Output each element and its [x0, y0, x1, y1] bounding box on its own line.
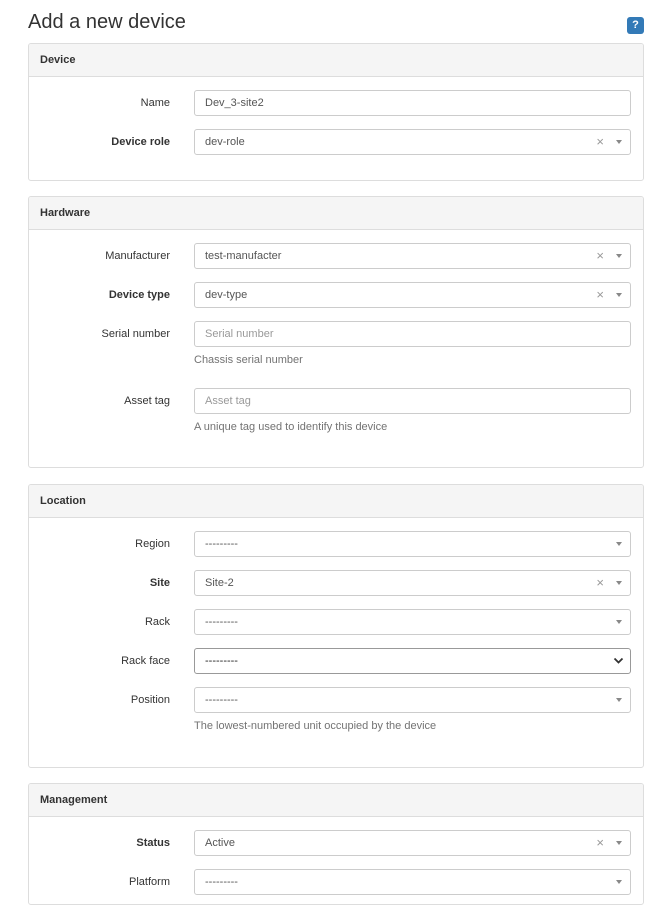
clear-icon[interactable]: ×	[596, 134, 604, 149]
platform-row	[29, 869, 643, 895]
site-value: Site-2	[205, 577, 234, 589]
serial-number-input[interactable]	[194, 321, 631, 347]
device-type-label: Device type	[108, 289, 170, 301]
position-label: Position	[130, 694, 170, 706]
name-row	[29, 90, 643, 116]
rack-face-label: Rack face	[121, 655, 170, 667]
position-row	[29, 687, 643, 713]
page-title: Add a new device	[28, 11, 186, 33]
device-type-value: dev-type	[205, 289, 248, 301]
device-type-row	[29, 282, 643, 308]
clear-icon[interactable]: ×	[596, 835, 604, 850]
help-button[interactable]: ?	[627, 17, 644, 34]
clear-icon[interactable]: ×	[596, 248, 604, 263]
rack-value: ---------	[205, 616, 238, 628]
management-panel	[28, 783, 644, 905]
dropdown-caret-icon[interactable]	[616, 542, 622, 546]
status-label: Status	[136, 837, 170, 849]
status-row	[29, 830, 643, 856]
platform-value: ---------	[205, 876, 238, 888]
chevron-down-icon[interactable]	[613, 655, 624, 666]
rack-face-row	[29, 648, 643, 674]
status-select[interactable]	[194, 830, 631, 856]
dropdown-caret-icon[interactable]	[616, 620, 622, 624]
region-row	[29, 531, 643, 557]
asset-tag-label: Asset tag	[124, 395, 170, 407]
name-label: Name	[140, 97, 170, 109]
rack-select[interactable]	[194, 609, 631, 635]
asset-tag-row	[29, 388, 643, 414]
clear-icon[interactable]: ×	[596, 575, 604, 590]
rack-face-select[interactable]	[194, 648, 631, 674]
position-select[interactable]	[194, 687, 631, 713]
device-role-select[interactable]	[194, 129, 631, 155]
location-panel-heading: Location	[29, 485, 643, 518]
serial-number-row	[29, 321, 643, 347]
rack-label: Rack	[144, 616, 170, 628]
rack-face-value: ---------	[205, 655, 238, 667]
clear-icon[interactable]: ×	[596, 287, 604, 302]
site-row	[29, 570, 643, 596]
asset-tag-input[interactable]	[194, 388, 631, 414]
dropdown-caret-icon[interactable]	[616, 140, 622, 144]
device-role-row	[29, 129, 643, 155]
position-value: ---------	[205, 694, 238, 706]
position-help: The lowest-numbered unit occupied by the device	[194, 720, 437, 732]
device-type-select[interactable]	[194, 282, 631, 308]
site-label: Site	[149, 577, 170, 589]
dropdown-caret-icon[interactable]	[616, 841, 622, 845]
manufacturer-select[interactable]	[194, 243, 631, 269]
asset-tag-help: A unique tag used to identify this device	[194, 421, 388, 433]
hardware-panel-heading: Hardware	[29, 197, 643, 230]
dropdown-caret-icon[interactable]	[616, 581, 622, 585]
name-input[interactable]	[194, 90, 631, 116]
platform-label: Platform	[129, 876, 170, 888]
status-value: Active	[205, 837, 235, 849]
rack-row	[29, 609, 643, 635]
manufacturer-value: test-manufacter	[205, 250, 282, 262]
serial-number-help: Chassis serial number	[194, 354, 303, 366]
region-select[interactable]	[194, 531, 631, 557]
device-panel-heading: Device	[29, 44, 643, 77]
hardware-panel	[28, 196, 644, 468]
device-role-value: dev-role	[205, 136, 245, 148]
platform-select[interactable]	[194, 869, 631, 895]
dropdown-caret-icon[interactable]	[616, 254, 622, 258]
manufacturer-row	[29, 243, 643, 269]
manufacturer-label: Manufacturer	[105, 250, 170, 262]
region-value: ---------	[205, 538, 238, 550]
location-panel	[28, 484, 644, 768]
management-panel-heading: Management	[29, 784, 643, 817]
dropdown-caret-icon[interactable]	[616, 293, 622, 297]
dropdown-caret-icon[interactable]	[616, 698, 622, 702]
device-role-label: Device role	[111, 136, 170, 148]
region-label: Region	[135, 538, 170, 550]
site-select[interactable]	[194, 570, 631, 596]
serial-number-label: Serial number	[101, 328, 170, 340]
dropdown-caret-icon[interactable]	[616, 880, 622, 884]
device-panel	[28, 43, 644, 181]
